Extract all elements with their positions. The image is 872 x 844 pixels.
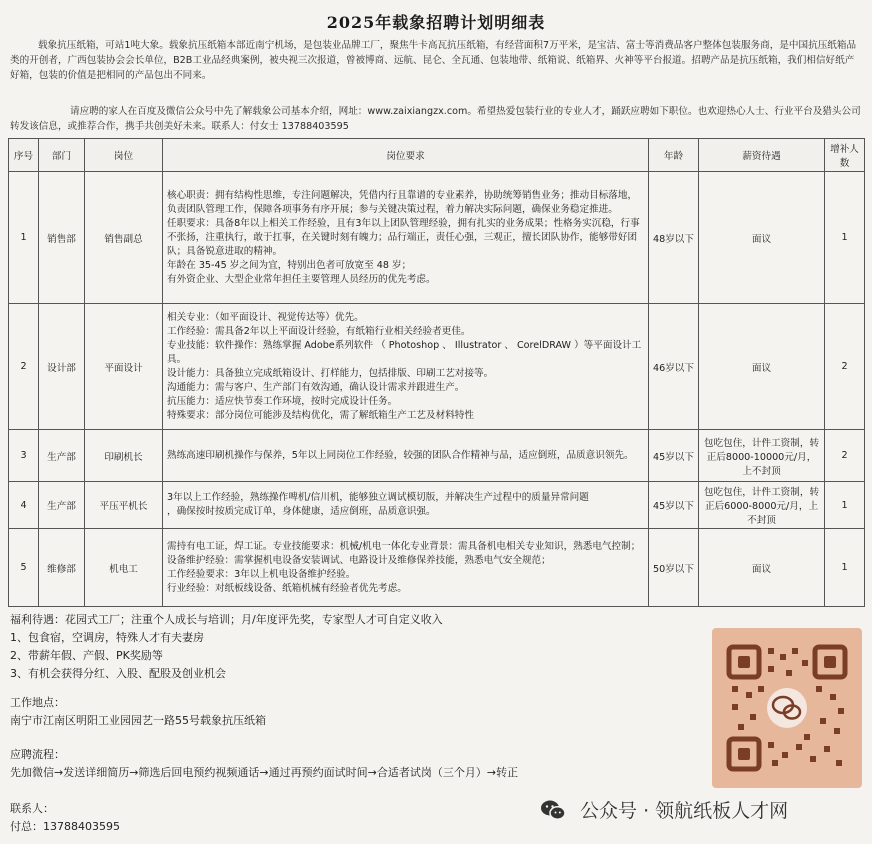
welfare-item: 1、包食宿，空调房，特殊人才有夫妻房 <box>10 631 204 644</box>
process-section <box>10 746 700 782</box>
welfare-section <box>10 611 690 683</box>
table-row <box>9 529 865 607</box>
header-dept: 部门 <box>39 139 85 172</box>
wechat-icon <box>540 799 566 821</box>
contact-section <box>10 800 310 836</box>
row-dept: 生产部 <box>39 430 85 482</box>
requirement-line: 沟通能力：需与客户、生产部门有效沟通，确认设计需求并跟进生产。 <box>167 381 465 393</box>
requirement-line: 有外资企业、大型企业常年担任主要管理人员经历的优先考虑。 <box>167 273 436 285</box>
address-label: 工作地点： <box>10 696 65 709</box>
qr-code-icon <box>724 642 850 774</box>
row-dept: 设计部 <box>39 304 85 430</box>
row-position: 印刷机长 <box>85 430 163 482</box>
row-age: 45岁以下 <box>649 482 699 529</box>
jobs-table <box>8 138 865 607</box>
requirement-line: 核心职责：拥有结构性思维，专注问题解决，凭借内行且靠谱的专业素养，协助统筹销售业务；推动目标落地，负责团队管理工作，保障各项事务有序开展；参与关键决策过程，着力解决实际问题，确保业务稳定推进。 <box>167 189 638 215</box>
row-dept: 生产部 <box>39 482 85 529</box>
header-age: 年龄 <box>649 139 699 172</box>
contact-intro: 请应聘的家人在百度及微信公众号中先了解载象公司基本介绍，网址：www.zaixiangzx.com。希望热爱包装行业的专业人才，踊跃应聘如下职位。也欢迎热心人士、行业平台及猎头公司转发该信息，或推荐合作，携手共创美好未来。联系人：付女士 13788403595 <box>10 106 861 132</box>
header-no: 序号 <box>9 139 39 172</box>
table-row <box>9 430 865 482</box>
welfare-heading: 福利待遇：花园式工厂；注重个人成长与培训；月/年度评先奖，专家型人才可自定义收入 <box>10 613 443 626</box>
row-salary: 面议 <box>699 172 825 304</box>
table-row <box>9 304 865 430</box>
contact-value: 付总：13788403595 <box>10 820 120 833</box>
row-age: 46岁以下 <box>649 304 699 430</box>
row-salary: 面议 <box>699 304 825 430</box>
header-position: 岗位 <box>85 139 163 172</box>
page-title: 2025年载象招聘计划明细表 <box>326 13 546 32</box>
watermark-text: 公众号 · 领航纸板人才网 <box>580 800 789 822</box>
watermark <box>540 796 860 822</box>
welfare-item: 3、有机会获得分红、入股、配股及创业机会 <box>10 667 226 680</box>
row-requirements <box>163 430 649 482</box>
row-no: 1 <box>9 172 39 304</box>
requirement-line: 专业技能：软件操作：熟练掌握 Adobe系列软件 （ Photoshop 、 Illustrator 、 CorelDRAW ）等平面设计工具。 <box>167 339 642 365</box>
table-row <box>9 482 865 529</box>
requirement-line: 抗压能力：适应快节奏工作环境，按时完成设计任务。 <box>167 395 398 407</box>
row-count: 1 <box>825 529 865 607</box>
row-dept: 销售部 <box>39 172 85 304</box>
requirement-line: 需持有电工证，焊工证。专业技能要求：机械/机电一体化专业背景：需具备机电相关专业知识，熟悉电气控制； <box>167 540 641 552</box>
row-no: 2 <box>9 304 39 430</box>
requirement-line: 相关专业：（如平面设计、视觉传达等）优先。 <box>167 311 364 323</box>
row-salary: 面议 <box>699 529 825 607</box>
welfare-item: 2、带薪年假、产假、PK奖励等 <box>10 649 163 662</box>
row-requirements <box>163 529 649 607</box>
table-row <box>9 172 865 304</box>
row-count: 2 <box>825 304 865 430</box>
row-position: 平面设计 <box>85 304 163 430</box>
requirement-line: 行业经验：对纸板线设备、纸箱机械有经验者优先考虑。 <box>167 582 407 594</box>
row-requirements <box>163 172 649 304</box>
process-label: 应聘流程： <box>10 748 65 761</box>
row-position: 平压平机长 <box>85 482 163 529</box>
row-position: 机电工 <box>85 529 163 607</box>
address-value: 南宁市江南区明阳工业园园艺一路55号载象抗压纸箱 <box>10 714 266 727</box>
row-no: 4 <box>9 482 39 529</box>
process-value: 先加微信→发送详细简历→筛选后回电预约视频通话→通过再预约面试时间→合适者试岗（三个月）→转正 <box>10 766 519 779</box>
requirement-line: 工作经验：需具备2年以上平面设计经验，有纸箱行业相关经验者更佳。 <box>167 325 471 337</box>
row-age: 48岁以下 <box>649 172 699 304</box>
requirement-line: 设计能力：具备独立完成纸箱设计、打样能力，包括排版、印刷工艺对接等。 <box>167 367 494 379</box>
row-position: 销售副总 <box>85 172 163 304</box>
table-header-row <box>9 139 865 172</box>
row-no: 3 <box>9 430 39 482</box>
header-salary: 薪资待遇 <box>699 139 825 172</box>
row-salary: 包吃包住，计件工资制，转正后6000-8000元/月，上不封顶 <box>699 482 825 529</box>
header-count: 增补人数 <box>825 139 865 172</box>
requirement-line: 任职要求：具备8年以上相关工作经验，且有3年以上团队管理经验，拥有扎实的业务成果；性格务实沉稳，行事不张扬，注重执行，敢于扛事，在关键时刻有魄力；品行端正，责任心强，三观正，擅长团队协作，能够带好团队；具备锐意进取的精神。 <box>167 217 640 257</box>
requirement-line: 熟练高速印刷机操作与保养，5年以上同岗位工作经验，较强的团队合作精神与品，适应倒班，品质意识领先。 <box>167 449 634 461</box>
requirement-line: 工作经验要求：3年以上机电设备维护经验。 <box>167 568 356 580</box>
requirement-line: 3年以上工作经验，熟练操作啤机/信川机，能够独立调试模切版，并解决生产过程中的质量异常问题 <box>167 492 589 503</box>
row-dept: 维修部 <box>39 529 85 607</box>
contact-label: 联系人： <box>10 802 54 815</box>
row-age: 50岁以下 <box>649 529 699 607</box>
requirement-line: 设备维护经验：需掌握机电设备安装调试、电路设计及维修保养技能，熟悉电气安全规范； <box>167 554 551 566</box>
requirement-line: ，确保按时按质完成订单，身体健康，适应倒班，品质意识强。 <box>167 506 436 517</box>
address-section <box>10 694 690 730</box>
company-intro: 载象抗压纸箱，可站1吨大象。载象抗压纸箱本部近南宁机场，是包装业品牌工厂，聚焦牛卡高瓦抗压纸箱，有经营面积7万平米，是宝洁、富士等消费品客户整体包装服务商，是中国抗压纸箱品类的开创者，广西包装协会会长单位，B2B工业品经典案例，被央视三次报道，曾被博商、远航、昆仑、全瓦通、包装地带、纸箱说、纸箱界、火神等平台报道。招聘产品是抗压纸箱，我们相信好纸产好箱，包装的价值是把相同的产品包出不同来。 <box>10 40 857 81</box>
row-count: 2 <box>825 430 865 482</box>
row-count: 1 <box>825 482 865 529</box>
qr-code <box>712 628 862 788</box>
row-requirements <box>163 304 649 430</box>
requirement-line: 年龄在 35-45 岁之间为宜，特别出色者可放宽至 48 岁； <box>167 259 412 271</box>
requirement-line: 特殊要求：部分岗位可能涉及结构优化，需了解纸箱生产工艺及材料特性 <box>167 409 474 421</box>
row-age: 45岁以下 <box>649 430 699 482</box>
row-requirements <box>163 482 649 529</box>
row-no: 5 <box>9 529 39 607</box>
row-salary: 包吃包住，计件工资制，转正后8000-10000元/月，上不封顶 <box>699 430 825 482</box>
row-count: 1 <box>825 172 865 304</box>
header-requirements: 岗位要求 <box>163 139 649 172</box>
